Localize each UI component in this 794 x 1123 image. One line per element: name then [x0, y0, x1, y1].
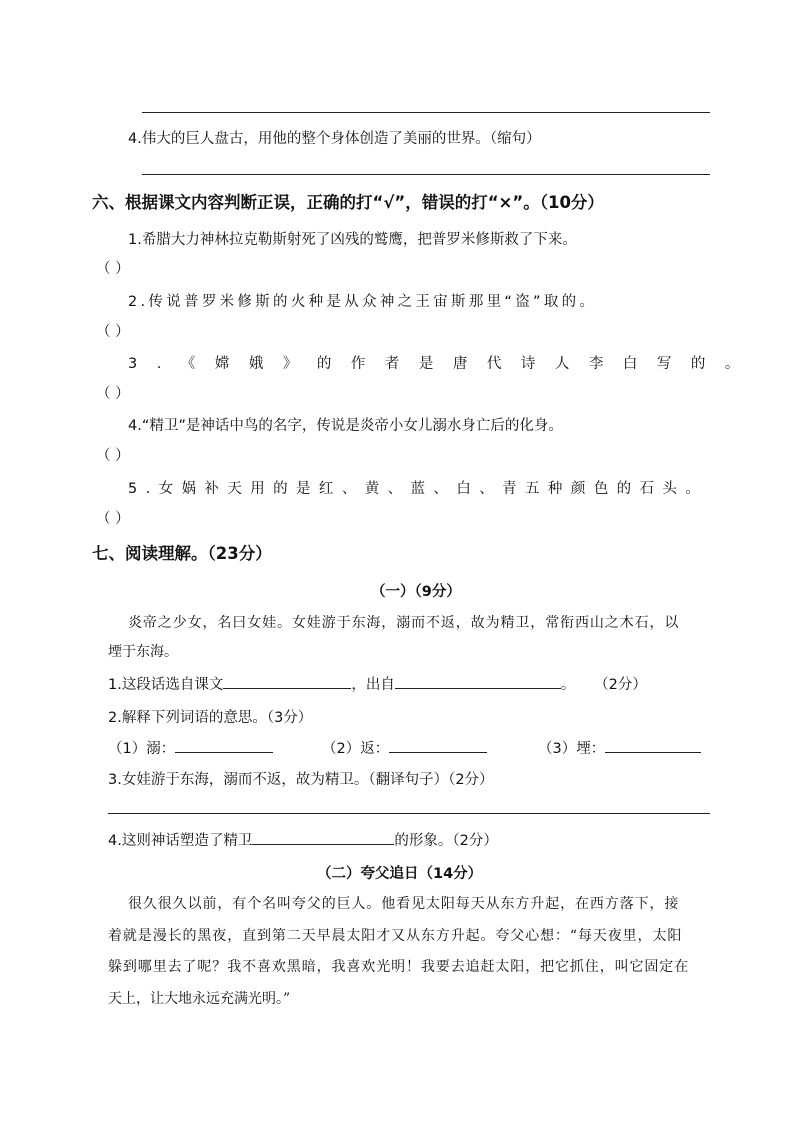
q1-score: （2分） — [601, 677, 647, 693]
section-7-heading: 七、阅读理解。（23分） — [92, 544, 272, 563]
blank-lesson[interactable] — [223, 674, 351, 689]
passage-line: 躲到哪里去了呢？我不喜欢黑暗，我喜欢光明！我要去追赶太阳，把它抓住，叫它固定在 — [108, 959, 690, 975]
passage-line: 天上，让大地永远充满光明。” — [108, 991, 291, 1007]
answer-paren[interactable]: （ ） — [96, 324, 130, 340]
answer-line[interactable] — [142, 112, 710, 113]
q1-text-c: 。 — [560, 677, 576, 693]
part-2-title: （二）夸父追日（14分） — [317, 866, 483, 882]
judgement-text: 2.传说普罗米修斯的火种是从众神之王宙斯那里“盗”取的。 — [128, 294, 598, 310]
answer-paren[interactable]: （ ） — [96, 448, 130, 464]
blank-word[interactable] — [605, 738, 701, 753]
answer-line[interactable] — [108, 813, 710, 814]
answer-paren[interactable]: （ ） — [96, 261, 130, 277]
judgement-text: 3.《嫦娥》的作者是唐代诗人李白写的。 — [128, 356, 759, 372]
blank-word[interactable] — [389, 738, 487, 753]
question-7-1 — [108, 673, 647, 694]
part-1-title: （一）（9分） — [371, 584, 461, 600]
passage-line: 很久很久以前，有个名叫夸父的巨人。他看见太阳每天从东方升起，在西方落下，接 — [128, 896, 680, 912]
word-label: （3）堙： — [538, 741, 606, 757]
word-item — [538, 737, 701, 758]
q4-text-a: 4.这则神话塑造了精卫 — [108, 833, 253, 849]
passage-line: 堙于东海。 — [108, 644, 178, 660]
blank-image[interactable] — [252, 830, 394, 845]
question-7-3: 3.女娃游于东海，溺而不返，故为精卫。（翻译句子）（2分） — [108, 772, 494, 788]
q1-text-a: 1.这段话选自课文 — [108, 677, 224, 693]
blank-word[interactable] — [175, 738, 273, 753]
answer-line[interactable] — [142, 174, 710, 175]
passage-line: 着就是漫长的黑夜，直到第二天早晨太阳才又从东方升起。夸父心想：“每天夜里，太阳 — [108, 928, 683, 944]
question-7-4 — [108, 829, 498, 850]
word-label: （2）返： — [322, 741, 390, 757]
word-item — [108, 737, 273, 758]
answer-paren[interactable]: （ ） — [96, 511, 130, 527]
section-6-heading: 六、根据课文内容判断正误，正确的打“√”，错误的打“×”。（10分） — [92, 193, 604, 212]
passage-line: 炎帝之少女，名曰女娃。女娃游于东海，溺而不返，故为精卫，常衔西山之木石，以 — [128, 615, 680, 631]
answer-paren[interactable]: （ ） — [96, 386, 130, 402]
judgement-text: 1.希腊大力神林拉克勒斯射死了凶残的鹫鹰，把普罗米修斯救了下来。 — [128, 232, 577, 248]
word-label: （1）溺： — [108, 741, 176, 757]
word-item — [322, 737, 487, 758]
q4-text-b: 的形象。（2分） — [394, 833, 498, 849]
q1-text-b: ，出自 — [351, 677, 395, 693]
question-5-4: 4.伟大的巨人盘古，用他的整个身体创造了美丽的世界。（缩句） — [128, 131, 541, 147]
judgement-text: 4.“精卫”是神话中鸟的名字，传说是炎帝小女儿溺水身亡后的化身。 — [128, 418, 563, 434]
judgement-text: 5.女娲补天用的是红、黄、蓝、白、青五种颜色的石头。 — [128, 481, 709, 497]
blank-source[interactable] — [395, 674, 561, 689]
question-7-2: 2.解释下列词语的意思。（3分） — [108, 710, 313, 726]
